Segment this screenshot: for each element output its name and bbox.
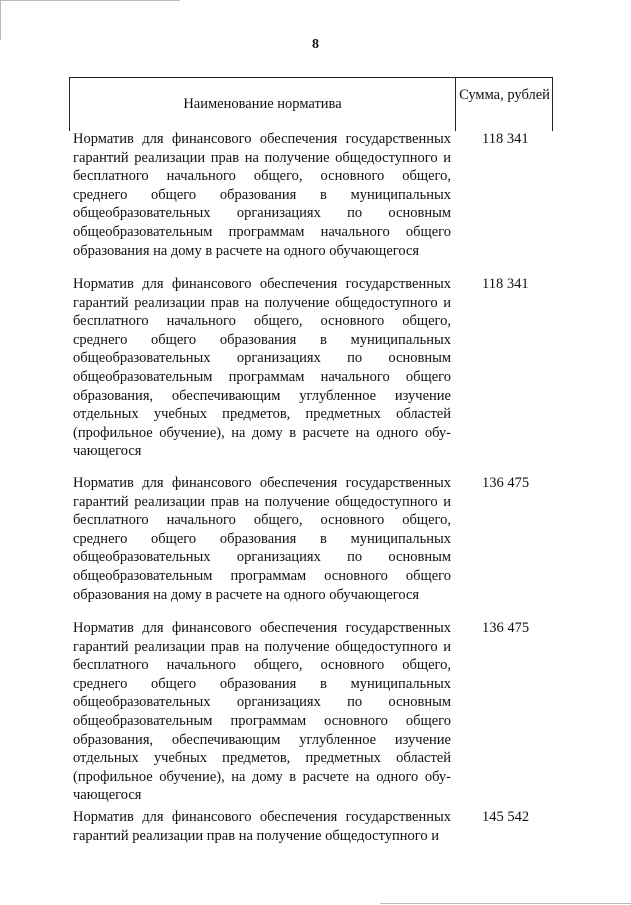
table-row-text: Норматив для финансового обеспечения государственных гарантий реализации прав на получение общедоступного и бесплатного начального общего, основного общего, среднего общего образования в муниципальных общеобразовательных организациях по основным общеобразовательным программам основного общего образования на дому в расчете на одного обучающегося	[73, 475, 451, 603]
table-row-text: Норматив для финансового обеспечения государственных гарантий реализации прав на получение общедоступного и бесплатного начального общего, основного общего, среднего общего образования в муниципальных общеобразовательных организациях по основным общеобразовательным программам основного общего образования, обеспечивающим углубленное изучение отдельных учебных предметов, предметных областей (профильное обучение), на дому в расчете на одного обу-чающегося	[73, 620, 451, 804]
scan-edge-mark	[0, 0, 1, 40]
scan-edge-mark	[380, 903, 631, 904]
table-row-amount: 136 475	[482, 620, 530, 636]
page-number: 8	[312, 37, 319, 52]
table-row-text: Норматив для финансового обеспечения государственных гарантий реализации прав на получение общедоступного и	[73, 809, 451, 844]
table-row-amount: 136 475	[482, 475, 530, 491]
table-row-amount: 118 341	[482, 276, 529, 292]
table-row-text: Норматив для финансового обеспечения государственных гарантий реализации прав на получение общедоступного и бесплатного начального общего, основного общего, среднего общего образования в муниципальных общеобразовательных организациях по основным общеобразовательным программам начального общего образования на дому в расчете на одного обучающегося	[73, 131, 451, 259]
table-row-amount: 145 542	[482, 809, 530, 825]
table-row-text: Норматив для финансового обеспечения государственных гарантий реализации прав на получение общедоступного и бесплатного начального общего, основного общего, среднего общего образования в муниципальных общеобразовательных организациях по основным общеобразовательным программам начального общего образования, обеспечивающим углубленное изучение отдельных учебных предметов, предметных областей (профильное обучение), на дому в расчете на одного обу-чающегося	[73, 276, 451, 460]
table-row-amount: 118 341	[482, 131, 529, 147]
column-header-sum: Сумма, рублей	[459, 87, 550, 103]
scan-edge-mark	[0, 0, 180, 1]
column-header-name: Наименование норматива	[183, 96, 342, 112]
